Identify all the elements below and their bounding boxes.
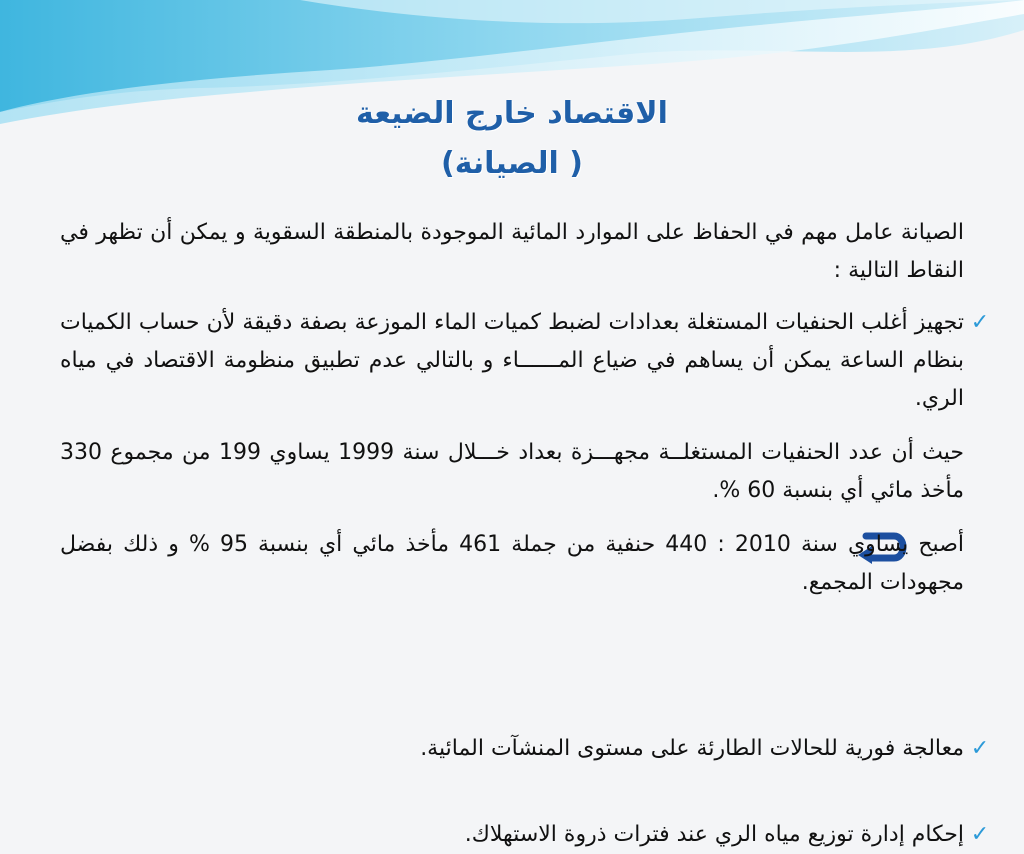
checkmark-icon: ✓: [970, 822, 990, 847]
bullet-text-peak: إحكام إدارة توزيع مياه الري عند فترات ذروة الاستهلاك.: [464, 822, 964, 847]
bullet-item-meters: [60, 304, 992, 418]
intro-text: الصيانة عامل مهم في الحفاظ على الموارد المائية الموجودة بالمنطقة السقوية و يمكن أن تظهر في النقاط التالية :: [60, 220, 964, 283]
checkmark-icon: ✓: [970, 310, 990, 335]
bullet-item-emergency: [60, 730, 992, 768]
paragraph-1999: [60, 434, 992, 510]
bullet-text-emergency: معالجة فورية للحالات الطارئة على مستوى المنشآت المائية.: [420, 736, 964, 761]
slide-title: الاقتصاد خارج الضيعة: [356, 96, 668, 131]
checkmark-icon: ✓: [970, 736, 990, 761]
intro-paragraph: [60, 214, 964, 290]
text-1999: حيث أن عدد الحنفيات المستغلــة مجهـــزة بعداد خـــلال سنة 1999 يساوي 199 من مجموع 330 مأخذ مائي أي بنسبة 60 %.: [60, 440, 964, 503]
bullet-item-peak: [60, 816, 992, 854]
slide-subtitle: ( الصيانة): [441, 146, 583, 181]
text-2010: أصبح يساوي سنة 2010 : 440 حنفية من جملة 461 مأخذ مائي أي بنسبة 95 % و ذلك بفضل مجهودات المجمع.: [60, 532, 964, 595]
bullet-text-meters: تجهيز أغلب الحنفيات المستغلة بعدادات لضبط كميات الماء الموزعة بصفة دقيقة لأن حساب الكميات بنظام الساعة يمكن أن يساهم في ضياع المــــــاء و بالتالي عدم تطبيق منظومة الاقتصاد في مياه الري.: [60, 310, 964, 411]
paragraph-2010: [60, 526, 992, 602]
